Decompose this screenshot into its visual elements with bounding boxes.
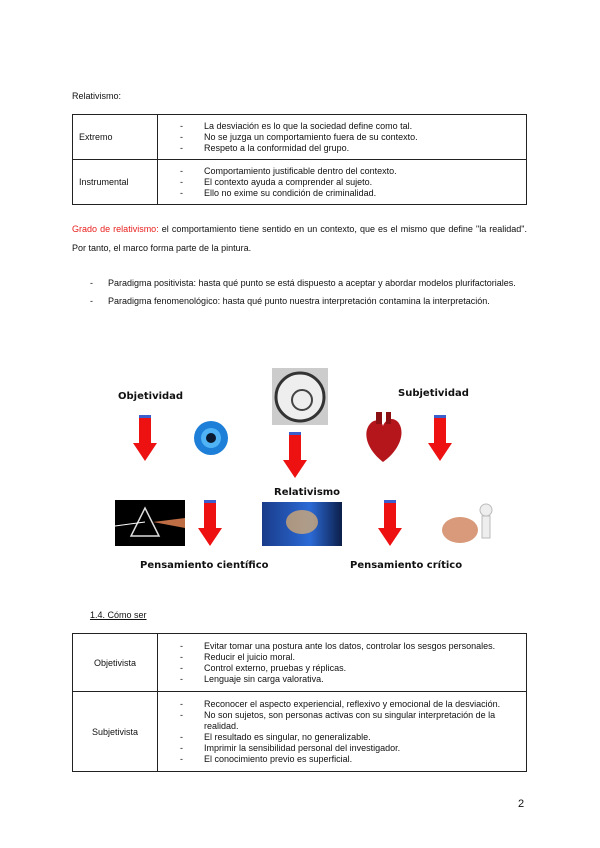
row-label: Subjetivista xyxy=(73,692,158,772)
label-subjetividad: Subjetividad xyxy=(398,388,469,399)
list-item: - Lenguaje sin carga valorativa. xyxy=(164,674,520,685)
relativismo-table xyxy=(72,114,527,205)
row-label: Instrumental xyxy=(73,160,158,205)
grado-paragraph xyxy=(72,220,527,258)
page-number: 2 xyxy=(518,798,525,810)
list-item: - Paradigma fenomenológico: hasta qué punto nuestra interpretación contamina la interpretación. xyxy=(72,292,527,310)
label-pensamiento-critico: Pensamiento crítico xyxy=(350,560,463,571)
brain-tech-image xyxy=(262,502,342,546)
list-item: - Evitar tomar una postura ante los datos, controlar los sesgos personales. xyxy=(164,641,520,652)
heart-image xyxy=(360,410,406,465)
list-item: - Ello no exime su condición de criminalidad. xyxy=(164,188,520,199)
label-relativismo: Relativismo xyxy=(274,487,341,498)
down-arrow-icon xyxy=(283,432,307,478)
grado-text: el comportamiento tiene sentido en un contexto, que es el mismo que define "la realidad". Por tanto, el marco forma parte de la pintura. xyxy=(72,224,527,253)
list-item: - La desviación es lo que la sociedad define como tal. xyxy=(164,121,520,132)
list-item: - El conocimiento previo es superficial. xyxy=(164,754,520,765)
list-item: - Comportamiento justificable dentro del contexto. xyxy=(164,166,520,177)
subsection-title: 1.4. Cómo ser xyxy=(90,610,147,620)
list-item: - Reconocer el aspecto experiencial, reflexivo y emocional de la desviación. xyxy=(164,699,520,710)
list-item: - El resultado es singular, no generalizable. xyxy=(164,732,520,743)
down-arrow-icon xyxy=(198,500,222,546)
list-item: - No son sujetos, son personas activas con su singular interpretación de la realidad. xyxy=(164,710,520,732)
row-label: Objetivista xyxy=(73,634,158,692)
clock-image xyxy=(272,368,328,425)
section-label: Relativismo: xyxy=(72,91,122,101)
prism-image xyxy=(115,500,185,546)
down-arrow-icon xyxy=(133,415,157,461)
list-item: - Respeto a la conformidad del grupo. xyxy=(164,143,520,154)
list-item: - Imprimir la sensibilidad personal del investigador. xyxy=(164,743,520,754)
row-label: Extremo xyxy=(73,115,158,160)
label-objetividad: Objetividad xyxy=(118,391,184,402)
grado-term: Grado de relativismo: xyxy=(72,224,159,234)
eye-image xyxy=(193,420,229,456)
list-item: - Paradigma positivista: hasta qué punto se está dispuesto a aceptar y abordar modelos plurifactoriales. xyxy=(72,274,527,292)
list-item: - El contexto ayuda a comprender al sujeto. xyxy=(164,177,520,188)
brain-person-image xyxy=(430,500,498,546)
label-pensamiento-cientifico: Pensamiento científico xyxy=(140,560,269,571)
como-ser-table xyxy=(72,633,527,772)
paradigm-list xyxy=(72,274,527,310)
down-arrow-icon xyxy=(378,500,402,546)
list-item: - No se juzga un comportamiento fuera de su contexto. xyxy=(164,132,520,143)
list-item: - Control externo, pruebas y réplicas. xyxy=(164,663,520,674)
list-item: - Reducir el juicio moral. xyxy=(164,652,520,663)
down-arrow-icon xyxy=(428,415,452,461)
